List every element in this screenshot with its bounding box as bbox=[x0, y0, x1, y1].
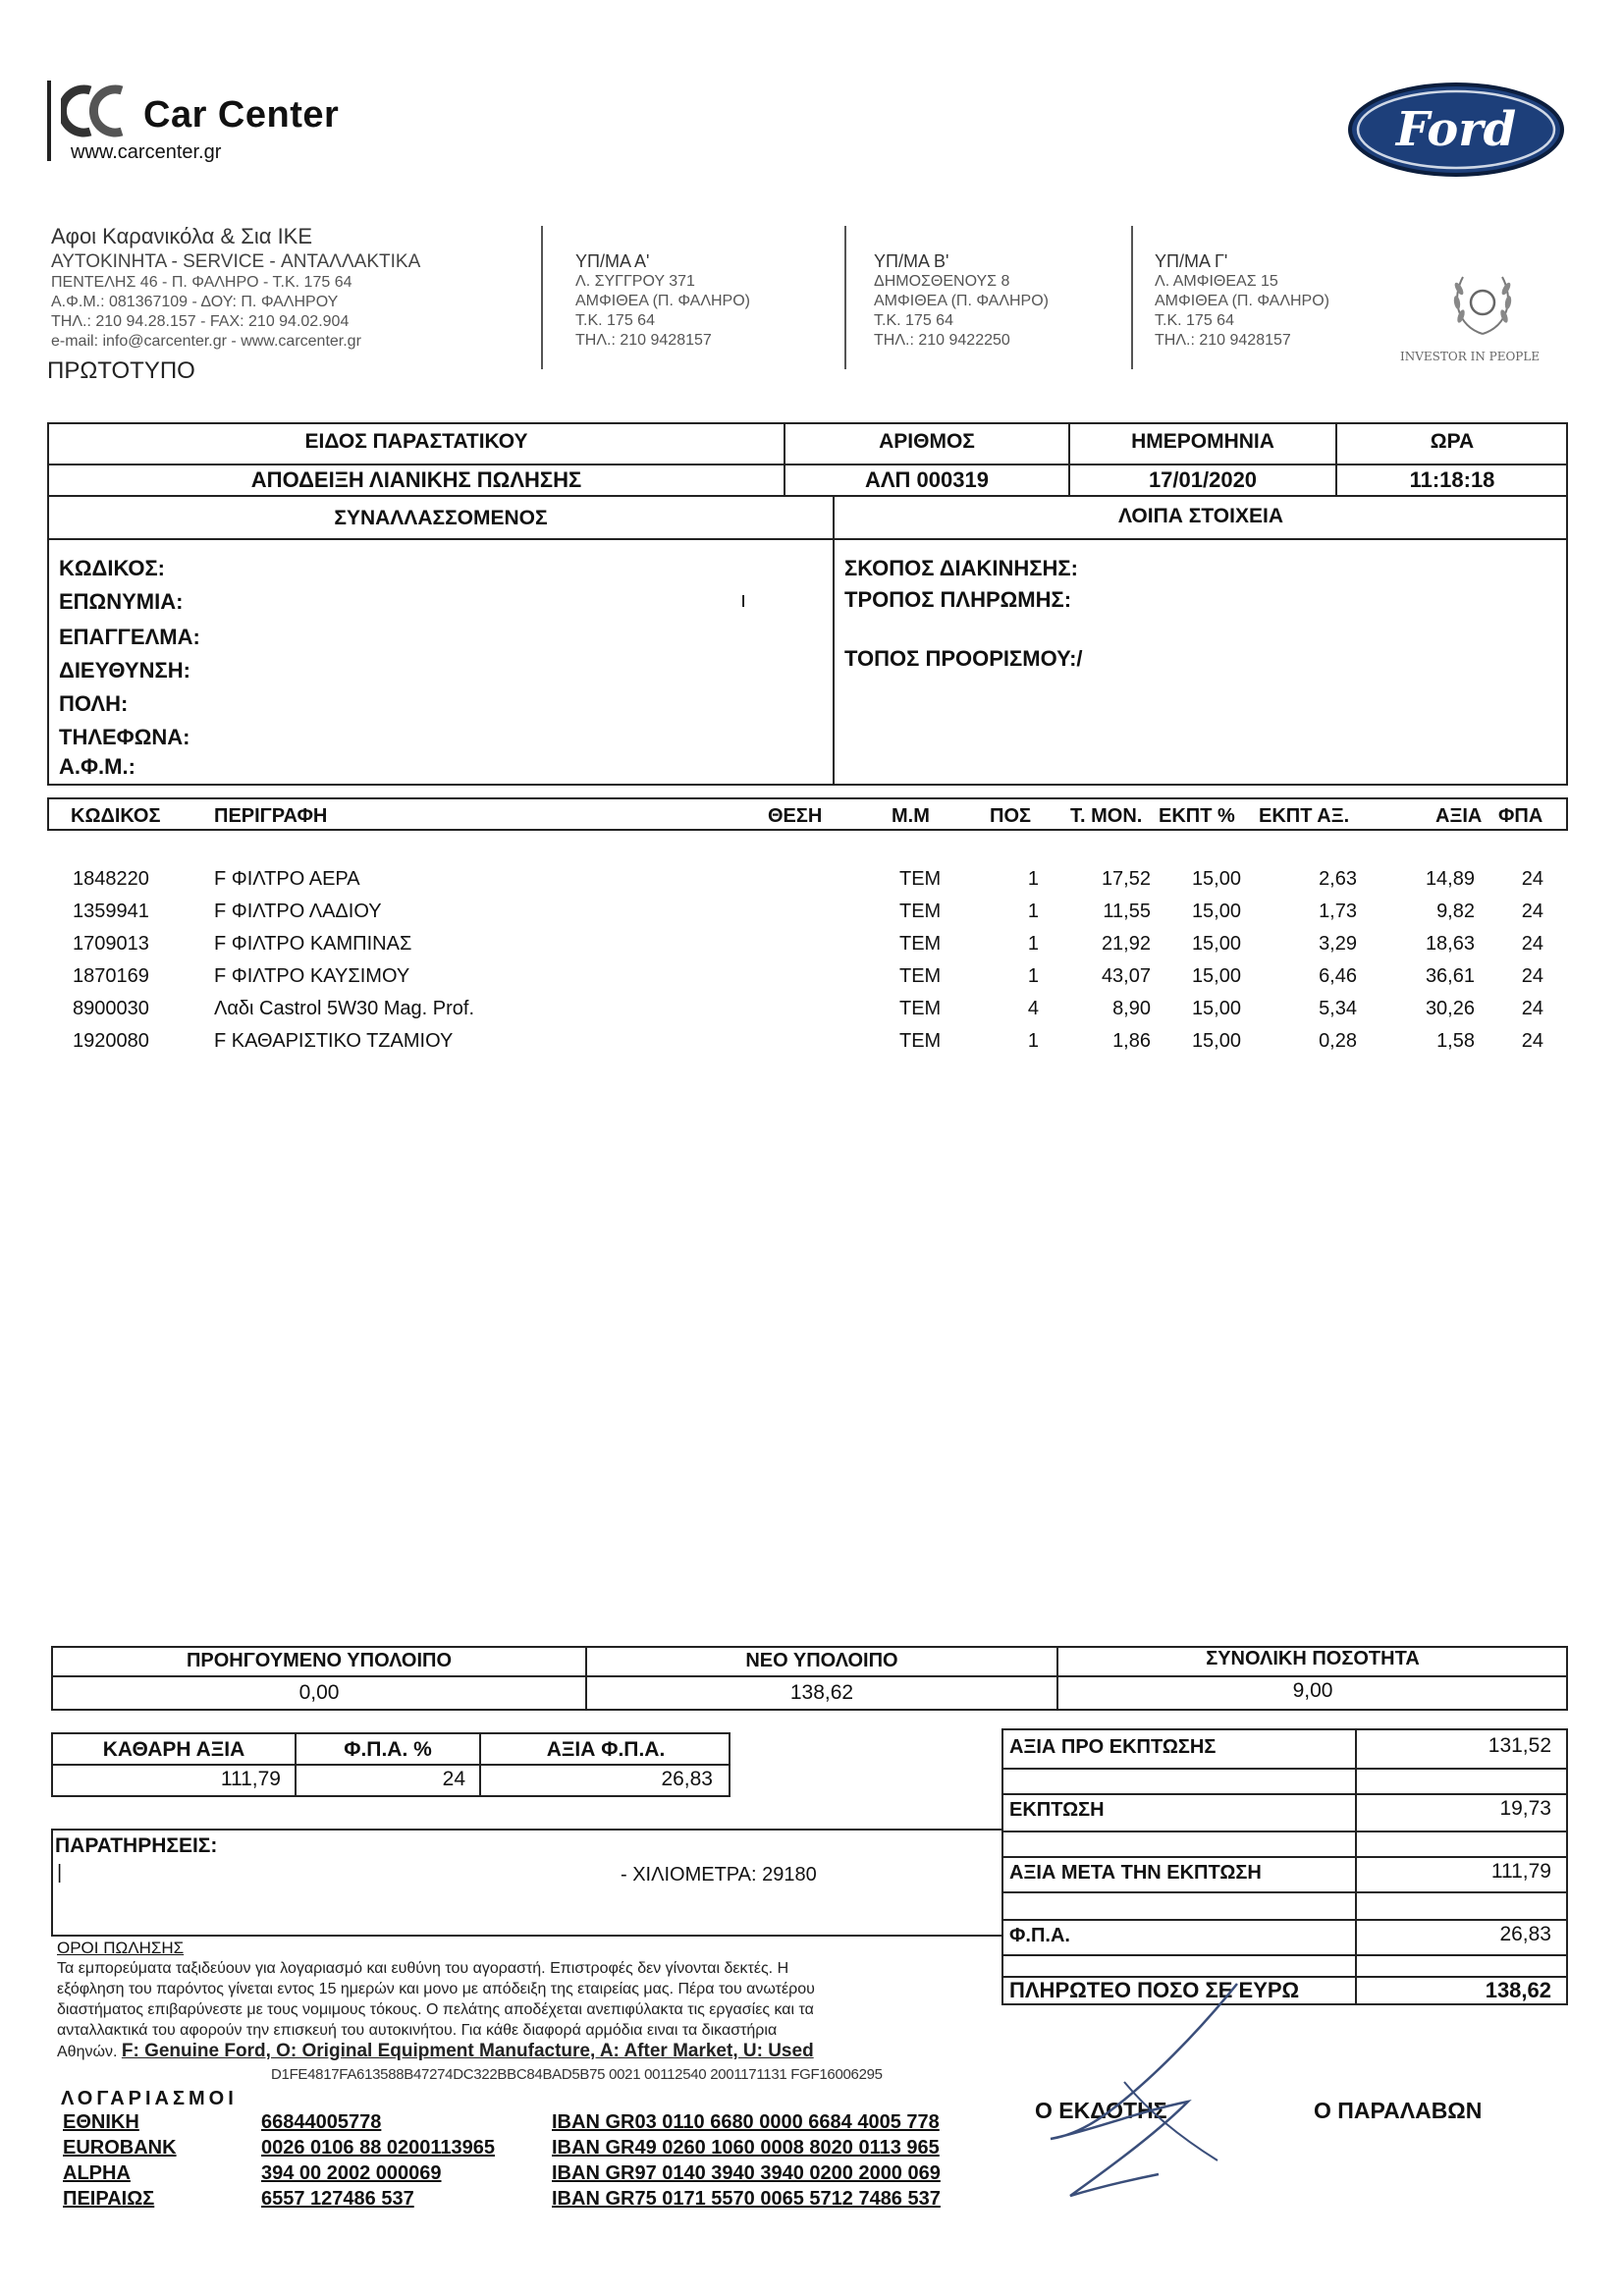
branch-area: ΑΜΦΙΘΕΑ (Π. ΦΑΛΗΡΟ) bbox=[874, 293, 1049, 309]
ford-logo-icon bbox=[1347, 81, 1565, 179]
item-unit: ΤΕΜ bbox=[899, 868, 942, 890]
bank-name: ΕΘΝΙΚΗ bbox=[63, 2111, 139, 2133]
ford-logo-text: Ford bbox=[1395, 102, 1517, 157]
doc-type-header: ΕΙΔΟΣ ΠΑΡΑΣΤΑΤΙΚΟΥ bbox=[304, 430, 528, 453]
party-code-label: ΚΩΔΙΚΟΣ: bbox=[59, 556, 165, 580]
vat-total: 26,83 bbox=[1499, 1923, 1551, 1945]
item-desc: Λαδι Castrol 5W30 Mag. Prof. bbox=[214, 998, 475, 1019]
divider bbox=[1001, 1919, 1568, 1921]
item-code: 1848220 bbox=[73, 868, 149, 890]
company-name: Αφοι Καρανικόλα & Σια ΙΚΕ bbox=[51, 224, 313, 248]
divider bbox=[844, 226, 846, 369]
party-header: ΣΥΝΑΛΛΑΣΣΟΜΕΝΟΣ bbox=[334, 507, 548, 529]
brand-name: Car Center bbox=[143, 94, 340, 136]
payable-label: ΠΛΗΡΩΤΕΟ ΠΟΣΟ ΣΕ ΕΥΡΩ bbox=[1009, 1978, 1300, 2002]
party-phones-label: ΤΗΛΕΦΩΝΑ: bbox=[59, 725, 190, 749]
laurel-wreath-icon bbox=[1443, 263, 1522, 342]
bank-iban: IBAN GR75 0171 5570 0065 5712 7486 537 bbox=[552, 2188, 941, 2210]
branch-phone: ΤΗΛ.: 210 9428157 bbox=[1155, 332, 1291, 349]
item-unit: ΤΕΜ bbox=[899, 901, 942, 922]
total-qty-header: ΣΥΝΟΛΙΚΗ ΠΟΣΟΤΗΤΑ bbox=[1206, 1648, 1420, 1669]
divider bbox=[1001, 1856, 1568, 1858]
item-disc-pct: 15,00 bbox=[1191, 868, 1241, 890]
col-code: ΚΩΔΙΚΟΣ bbox=[71, 805, 161, 827]
branch-street: Λ. ΣΥΓΓΡΟΥ 371 bbox=[575, 273, 695, 290]
party-job-label: ΕΠΑΓΓΕΛΜΑ: bbox=[59, 625, 200, 649]
receiver-label: Ο ΠΑΡΑΛΑΒΩΝ bbox=[1314, 2098, 1483, 2123]
company-activity: ΑΥΤΟΚΙΝΗΤΑ - SERVICE - ΑΝΤΑΛΛΑΚΤΙΚΑ bbox=[51, 251, 421, 272]
item-desc: F ΦΙΛΤΡΟ ΚΑΥΣΙΜΟΥ bbox=[214, 965, 410, 987]
item-disc-pct: 15,00 bbox=[1191, 1030, 1241, 1052]
bank-name: ΠΕΙΡΑΙΩΣ bbox=[63, 2188, 155, 2210]
copy-label: ΠΡΩΤΟΤΥΠΟ bbox=[47, 357, 195, 384]
net-value: 111,79 bbox=[220, 1768, 281, 1790]
divider bbox=[47, 464, 1568, 465]
item-qty: 1 bbox=[1027, 965, 1039, 987]
company-phone: ΤΗΛ.: 210 94.28.157 - FAX: 210 94.02.904 bbox=[51, 313, 350, 330]
item-disc-val: 1,73 bbox=[1319, 901, 1357, 922]
bank-account: 0026 0106 88 0200113965 bbox=[261, 2137, 496, 2159]
item-vat: 24 bbox=[1521, 1030, 1543, 1052]
item-value: 36,61 bbox=[1425, 965, 1475, 987]
branch-title: ΥΠ/ΜΑ Γ' bbox=[1155, 251, 1228, 271]
new-balance: 138,62 bbox=[789, 1681, 854, 1704]
item-disc-pct: 15,00 bbox=[1191, 901, 1241, 922]
col-disc-pct: ΕΚΠΤ % bbox=[1159, 805, 1235, 827]
divider bbox=[1131, 226, 1133, 369]
branch-area: ΑΜΦΙΘΕΑ (Π. ΦΑΛΗΡΟ) bbox=[575, 293, 750, 309]
terms-line: ανταλλακτικά του αφορούν την επισκευή του αυτοκινήτου. Για κάθε διαφορά αρμόδια ειναι τα δικαστήρια bbox=[57, 2022, 778, 2039]
item-price: 8,90 bbox=[1112, 998, 1151, 1019]
item-desc: F ΦΙΛΤΡΟ ΑΕΡΑ bbox=[214, 868, 360, 890]
discount-label: ΕΚΠΤΩΣΗ bbox=[1009, 1799, 1105, 1821]
divider bbox=[47, 495, 1568, 497]
col-unit: Μ.Μ bbox=[892, 805, 930, 827]
company-address: ΠΕΝΤΕΛΗΣ 46 - Π. ΦΑΛΗΡΟ - Τ.Κ. 175 64 bbox=[51, 274, 352, 291]
party-vat-label: Α.Φ.Μ.: bbox=[59, 754, 135, 779]
vat-total-label: Φ.Π.Α. bbox=[1009, 1925, 1070, 1946]
branch-phone: ΤΗΛ.: 210 9422250 bbox=[874, 332, 1010, 349]
remarks-label: ΠΑΡΑΤΗΡΗΣΕΙΣ: bbox=[55, 1834, 218, 1857]
branch-tk: Τ.Κ. 175 64 bbox=[874, 312, 953, 329]
bank-iban: IBAN GR03 0110 6680 0000 6684 4005 778 bbox=[552, 2111, 940, 2133]
other-info-header: ΛΟΙΠΑ ΣΤΟΙΧΕΙΑ bbox=[1117, 505, 1283, 527]
doc-number: ΑΛΠ 000319 bbox=[865, 467, 989, 492]
total-after-discount-label: ΑΞΙΑ ΜΕΤΑ ΤΗΝ ΕΚΠΤΩΣΗ bbox=[1009, 1862, 1262, 1884]
remarks-mark: | bbox=[57, 1862, 63, 1884]
item-disc-val: 6,46 bbox=[1319, 965, 1357, 987]
party-address-label: ΔΙΕΥΘΥΝΣΗ: bbox=[59, 658, 190, 683]
item-qty: 1 bbox=[1027, 1030, 1039, 1052]
item-disc-val: 2,63 bbox=[1319, 868, 1357, 890]
divider bbox=[51, 1764, 730, 1766]
terms-title: ΟΡΟΙ ΠΩΛΗΣΗΣ bbox=[57, 1939, 185, 1957]
col-disc-val: ΕΚΠΤ ΑΞ. bbox=[1259, 805, 1350, 827]
car-center-logo-icon bbox=[61, 84, 139, 137]
item-vat: 24 bbox=[1521, 965, 1543, 987]
accounts-title: ΛΟΓΑΡΙΑΣΜΟΙ bbox=[61, 2088, 238, 2109]
branch-c bbox=[1155, 251, 1329, 351]
item-value: 9,82 bbox=[1436, 901, 1475, 922]
logo-bar bbox=[47, 81, 51, 161]
item-code: 1709013 bbox=[73, 933, 149, 955]
item-price: 1,86 bbox=[1112, 1030, 1151, 1052]
item-code: 1920080 bbox=[73, 1030, 149, 1052]
purpose-label: ΣΚΟΠΟΣ ΔΙΑΚΙΝΗΣΗΣ: bbox=[844, 556, 1078, 580]
total-after-discount: 111,79 bbox=[1490, 1860, 1551, 1883]
party-name-mark: ı bbox=[740, 587, 747, 612]
total-qty: 9,00 bbox=[1292, 1679, 1333, 1702]
doc-date: 17/01/2020 bbox=[1148, 467, 1258, 492]
bank-account: 394 00 2002 000069 bbox=[261, 2162, 442, 2184]
company-tax: Α.Φ.Μ.: 081367109 - ΔΟΥ: Π. ΦΑΛΗΡΟΥ bbox=[51, 294, 339, 310]
doc-number-header: ΑΡΙΘΜΟΣ bbox=[879, 430, 975, 453]
prev-balance: 0,00 bbox=[298, 1681, 340, 1704]
vat-pct-header: Φ.Π.Α. % bbox=[344, 1738, 432, 1761]
doc-time-header: ΩΡΑ bbox=[1430, 430, 1475, 453]
col-desc: ΠΕΡΙΓΡΑΦΗ bbox=[214, 805, 328, 827]
item-desc: F ΦΙΛΤΡΟ ΛΑΔΙΟΥ bbox=[214, 901, 382, 922]
doc-type: ΑΠΟΔΕΙΞΗ ΛΙΑΝΙΚΗΣ ΠΩΛΗΣΗΣ bbox=[250, 467, 582, 492]
bank-name: EUROBANK bbox=[63, 2137, 177, 2159]
net-value-header: ΚΑΘΑΡΗ ΑΞΙΑ bbox=[102, 1738, 245, 1761]
branch-title: ΥΠ/ΜΑ Α' bbox=[575, 251, 650, 271]
doc-time: 11:18:18 bbox=[1409, 467, 1495, 492]
item-disc-val: 3,29 bbox=[1319, 933, 1357, 955]
terms-line: διαστήματος επιβαρύνεστε με τους νομιμους τόκους. Ο πελάτης αποδέχεται ανεπιφύλακτα τις εργασίες και τα bbox=[57, 2001, 814, 2018]
divider bbox=[1355, 1728, 1357, 2005]
item-price: 21,92 bbox=[1101, 933, 1151, 955]
divider bbox=[541, 226, 543, 369]
item-price: 11,55 bbox=[1103, 901, 1151, 922]
divider bbox=[1001, 1768, 1568, 1770]
branch-b bbox=[874, 251, 1049, 351]
divider bbox=[1001, 1793, 1568, 1795]
divider bbox=[1001, 1954, 1568, 1956]
remarks-text: - ΧΙΛΙΟΜΕΤΡΑ: 29180 bbox=[621, 1864, 817, 1886]
destination-label: ΤΟΠΟΣ ΠΡΟΟΡΙΣΜΟΥ:/ bbox=[844, 646, 1083, 671]
divider bbox=[1001, 1831, 1568, 1832]
item-disc-val: 5,34 bbox=[1319, 998, 1357, 1019]
bank-iban: IBAN GR49 0260 1060 0008 8020 0113 965 bbox=[552, 2137, 940, 2159]
item-desc: F ΚΑΘΑΡΙΣΤΙΚΟ ΤΖΑΜΙΟΥ bbox=[214, 1030, 454, 1052]
company-info bbox=[51, 224, 420, 352]
item-qty: 1 bbox=[1027, 901, 1039, 922]
bank-account: 66844005778 bbox=[261, 2111, 382, 2133]
item-price: 17,52 bbox=[1101, 868, 1151, 890]
terms-line: εξόφληση του παρόντος γίνεται εντος 15 ημερών και μονο με απόδειξη της εταιρείας μας. Πέρα του ανωτέρου bbox=[57, 1981, 815, 1997]
bank-iban: IBAN GR97 0140 3940 3940 0200 2000 069 bbox=[552, 2162, 941, 2184]
item-qty: 1 bbox=[1027, 933, 1039, 955]
investor-label: INVESTOR IN PEOPLE bbox=[1400, 350, 1541, 363]
item-vat: 24 bbox=[1521, 933, 1543, 955]
item-vat: 24 bbox=[1521, 868, 1543, 890]
col-value: ΑΞΙΑ bbox=[1435, 805, 1483, 827]
item-value: 18,63 bbox=[1425, 933, 1475, 955]
item-disc-pct: 15,00 bbox=[1191, 965, 1241, 987]
company-email: e-mail: info@carcenter.gr - www.carcenter.gr bbox=[51, 333, 361, 350]
item-code: 1359941 bbox=[73, 901, 149, 922]
branch-tk: Τ.Κ. 175 64 bbox=[575, 312, 655, 329]
doc-date-header: ΗΜΕΡΟΜΗΝΙΑ bbox=[1131, 430, 1274, 453]
item-code: 1870169 bbox=[73, 965, 149, 987]
discount: 19,73 bbox=[1499, 1797, 1551, 1820]
payment-label: ΤΡΟΠΟΣ ΠΛΗΡΩΜΗΣ: bbox=[844, 587, 1072, 612]
item-value: 30,26 bbox=[1425, 998, 1475, 1019]
branch-a bbox=[575, 251, 750, 351]
branch-area: ΑΜΦΙΘΕΑ (Π. ΦΑΛΗΡΟ) bbox=[1155, 293, 1329, 309]
branch-street: Λ. ΑΜΦΙΘΕΑΣ 15 bbox=[1155, 273, 1278, 290]
total-before-discount-label: ΑΞΙΑ ΠΡΟ ΕΚΠΤΩΣΗΣ bbox=[1009, 1736, 1217, 1758]
bank-name: ALPHA bbox=[63, 2162, 131, 2184]
terms-last-prefix: Αθηνών. bbox=[57, 2044, 118, 2060]
item-code: 8900030 bbox=[73, 998, 149, 1019]
col-vat: ΦΠΑ bbox=[1498, 805, 1543, 827]
prev-balance-header: ΠΡΟΗΓΟΥΜΕΝΟ ΥΠΟΛΟΙΠΟ bbox=[186, 1650, 453, 1671]
terms-line bbox=[57, 2041, 1000, 2062]
divider bbox=[51, 1675, 1568, 1677]
payable-amount: 138,62 bbox=[1485, 1978, 1551, 2002]
divider bbox=[1001, 1891, 1568, 1893]
col-pos: ΘΕΣΗ bbox=[768, 805, 823, 827]
hash-code: D1FE4817FA613588B47274DC322BBC84BAD5B75 0021 00112540 2001171131 FGF16006295 bbox=[271, 2066, 883, 2083]
branch-phone: ΤΗΛ.: 210 9428157 bbox=[575, 332, 712, 349]
item-vat: 24 bbox=[1521, 998, 1543, 1019]
item-unit: ΤΕΜ bbox=[899, 998, 942, 1019]
branch-title: ΥΠ/ΜΑ Β' bbox=[874, 251, 949, 271]
branch-street: ΔΗΜΟΣΘΕΝΟΥΣ 8 bbox=[874, 273, 1010, 290]
party-city-label: ΠΟΛΗ: bbox=[59, 691, 129, 716]
item-vat: 24 bbox=[1521, 901, 1543, 922]
signature-icon bbox=[1031, 1964, 1286, 2219]
vat-value: 26,83 bbox=[661, 1768, 713, 1790]
item-desc: F ΦΙΛΤΡΟ ΚΑΜΠΙΝΑΣ bbox=[214, 933, 412, 955]
terms-line: Τα εμπορεύματα ταξιδεύουν για λογαριασμό και ευθύνη του αγοραστή. Επιστροφές δεν γίνονται δεκτές. Η bbox=[57, 1960, 789, 1977]
item-unit: ΤΕΜ bbox=[899, 965, 942, 987]
vat-value-header: ΑΞΙΑ Φ.Π.Α. bbox=[546, 1738, 666, 1761]
item-qty: 4 bbox=[1027, 998, 1039, 1019]
item-value: 1,58 bbox=[1436, 1030, 1475, 1052]
total-before-discount: 131,52 bbox=[1488, 1734, 1551, 1757]
party-name-label: ΕΠΩΝΥΜΙΑ: bbox=[59, 589, 184, 614]
col-price: Τ. ΜΟΝ. bbox=[1070, 805, 1143, 827]
issuer-label: Ο ΕΚΔΟΤΗΣ bbox=[1035, 2098, 1167, 2123]
brand-url: www.carcenter.gr bbox=[71, 141, 222, 163]
terms-text bbox=[57, 1958, 1000, 2062]
new-balance-header: ΝΕΟ ΥΠΟΛΟΙΠΟ bbox=[745, 1650, 898, 1671]
item-unit: ΤΕΜ bbox=[899, 933, 942, 955]
item-price: 43,07 bbox=[1101, 965, 1151, 987]
item-disc-val: 0,28 bbox=[1319, 1030, 1357, 1052]
bank-account: 6557 127486 537 bbox=[261, 2188, 414, 2210]
vat-pct: 24 bbox=[442, 1768, 465, 1790]
party-box bbox=[47, 540, 1568, 786]
branch-tk: Τ.Κ. 175 64 bbox=[1155, 312, 1234, 329]
terms-legend: F: Genuine Ford, O: Original Equipment Manufacture, A: After Market, U: Used bbox=[121, 2041, 814, 2061]
item-value: 14,89 bbox=[1425, 868, 1475, 890]
col-qty: ΠΟΣ bbox=[990, 805, 1032, 827]
item-disc-pct: 15,00 bbox=[1191, 998, 1241, 1019]
item-qty: 1 bbox=[1027, 868, 1039, 890]
item-unit: ΤΕΜ bbox=[899, 1030, 942, 1052]
item-disc-pct: 15,00 bbox=[1191, 933, 1241, 955]
